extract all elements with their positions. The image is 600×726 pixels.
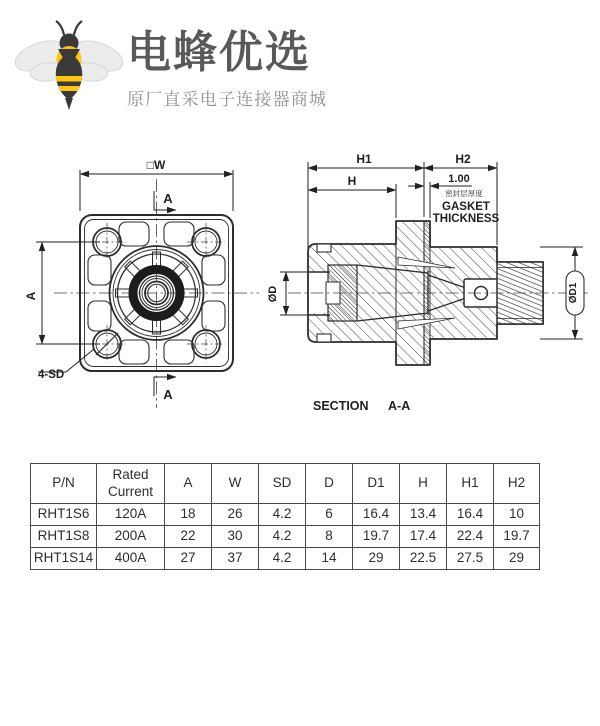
gasket-en-label-1: GASKET [442,201,490,213]
dim-w-label: □W [146,158,166,172]
gasket-cn-label: 密封层厚度 [445,189,483,198]
dim-h2 [424,152,497,245]
section-arrow-top-label: A [163,191,173,206]
col-header-d1: D1 [353,464,400,504]
bee-stinger [65,98,73,110]
gasket-en-label-2: THICKNESS [432,213,500,225]
logo-header [0,0,600,128]
spec-table [30,463,540,570]
section-view-drawing [288,152,588,413]
label-4sd: 4-SD [38,369,65,381]
dim-d1-label: ØD1 [568,282,579,304]
callout-4sd [38,349,94,381]
dim-d [267,272,308,315]
dim-h2-label: H2 [455,152,471,166]
svg-text:A-A: A-A [388,399,411,413]
gasket-value-label: 1.00 [448,173,470,185]
dim-h-label: H [347,174,357,188]
col-header-h2: H2 [494,464,540,504]
dim-d-label: ØD [267,285,279,303]
col-header-sd: SD [259,464,306,504]
section-arrow-bottom [154,377,176,402]
front-view-drawing [24,158,308,408]
cell-pn: RHT1S8 [31,526,97,548]
col-header-w: W [212,464,259,504]
dim-h1-label: H1 [356,152,372,166]
brand-name: 电蜂优选 [127,28,311,77]
col-header-pn: P/N [31,464,97,504]
svg-text:SECTION: SECTION [313,399,369,413]
col-header-d: D [306,464,353,504]
col-header-h1: H1 [447,464,494,504]
col-header-rated-current: Rated Current [97,464,165,504]
bee-logo-icon [12,16,127,112]
section-caption [313,399,410,413]
dim-h [308,174,396,218]
cell-pn: RHT1S14 [31,548,97,570]
dim-gasket [408,173,500,225]
section-arrow-top [154,191,176,210]
section-arrow-bottom-label: A [163,387,173,402]
table-row: RHT1S14 400A 27 37 4.2 14 29 22.5 27.5 29 [31,548,540,570]
bee-antennae [56,21,82,35]
cell-pn: RHT1S6 [31,504,97,526]
technical-drawing [0,128,600,438]
col-header-a: A [165,464,212,504]
brand-tagline: 原厂直采电子连接器商城 [127,90,328,109]
table-row: RHT1S6 120A 18 26 4.2 6 16.4 13.4 16.4 10 [31,504,540,526]
col-header-h: H [400,464,447,504]
dim-a-label: A [24,291,38,301]
table-header-row [31,464,540,504]
table-row: RHT1S8 200A 22 30 4.2 8 19.7 17.4 22.4 19.7 [31,526,540,548]
